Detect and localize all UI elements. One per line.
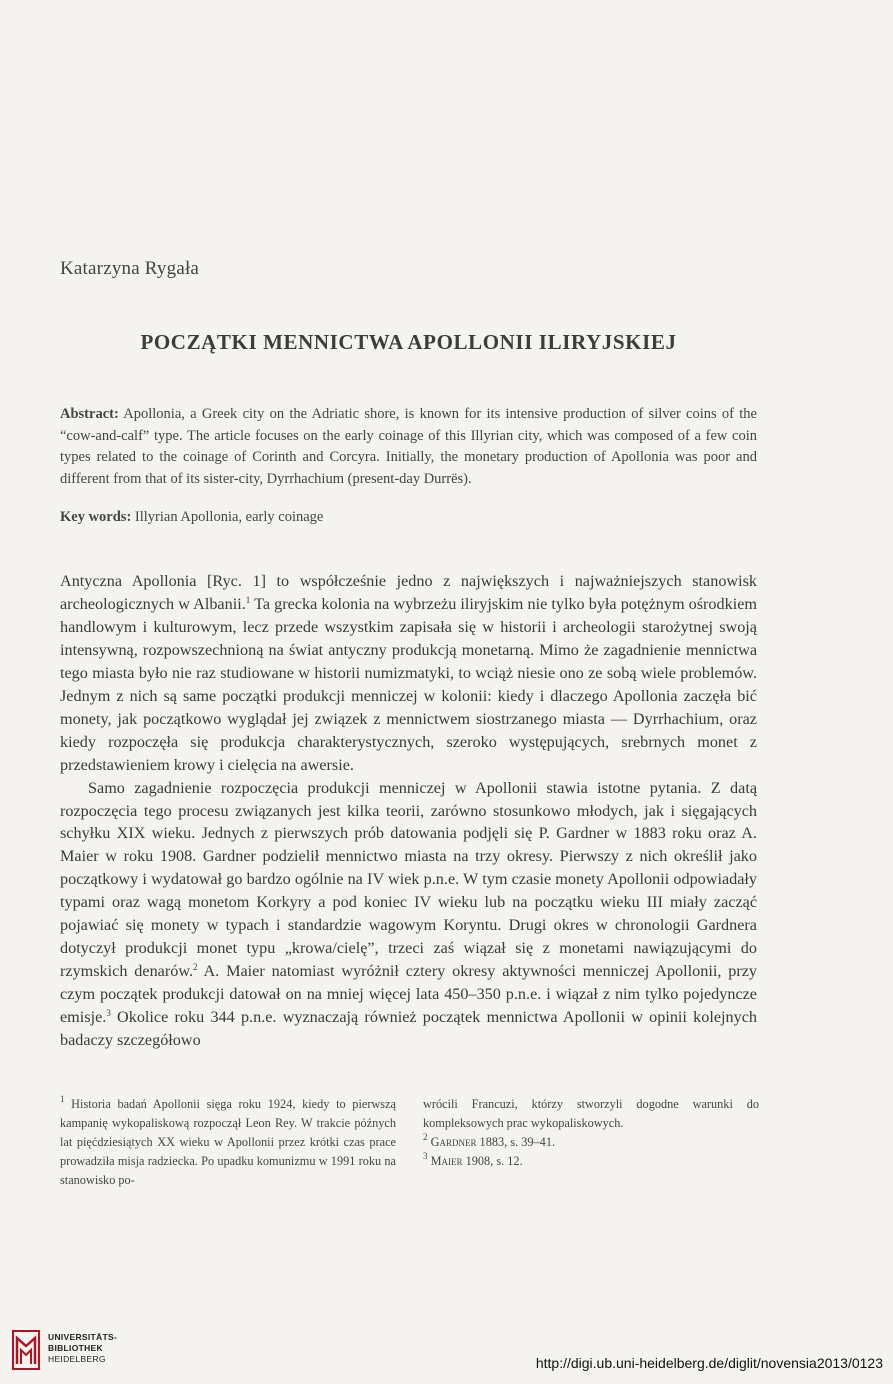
footnote-ref-2: 2 [193, 962, 198, 973]
logo-line-2: BIBLIOTHEK [48, 1343, 103, 1353]
footnote-2-number: 2 [423, 1132, 428, 1142]
university-library-logo[interactable] [12, 1330, 142, 1372]
footnote-2-author: Gardner [430, 1135, 477, 1149]
footnote-1-continued: wrócili Francuzi, którzy stworzyli dogodne warunki do kompleksowych prac wykopaliskowych. [423, 1097, 759, 1130]
footnote-2 [423, 1133, 759, 1152]
footnote-1-number: 1 [60, 1094, 65, 1104]
library-logo-text [48, 1332, 117, 1365]
abstract-text: Apollonia, a Greek city on the Adriatic shore, is known for its intensive production of silver coins of the “cow-and-calf” type. The article focuses on the early coinage of this Illyrian city, which was composed of a few coin types related to the coinage of Corinth and Corcyra. Initially, the monetary production of Apollonia was poor and different from that of its sister-city, Dyrrhachium (present-day Durrës). [60, 406, 757, 487]
footnote-3 [423, 1152, 759, 1171]
logo-line-3: HEIDELBERG [48, 1354, 106, 1364]
source-url[interactable]: http://digi.ub.uni-heidelberg.de/diglit/novensia2013/0123 [535, 1355, 883, 1371]
keywords-label: Key words: [60, 509, 132, 525]
keywords [60, 507, 757, 529]
paragraph-2-part-c: Okolice roku 344 p.n.e. wyznaczają również początek mennictwa Apollonii w opinii kolejnych badaczy szczegółowo [60, 1008, 757, 1050]
footnote-3-number: 3 [423, 1151, 428, 1161]
footnotes-right-column [423, 1095, 759, 1171]
paragraph-1 [60, 570, 757, 777]
logo-line-1: UNIVERSITÄTS- [48, 1332, 118, 1342]
abstract [60, 404, 757, 490]
main-text [60, 570, 757, 1052]
paragraph-2-part-b: A. Maier natomiast wyróżnił cztery okresy aktywności menniczej Apollonii, przy czym początek produkcji datował on na mniej więcej lata 450–350 p.n.e. i wiązał z nim tylko pojedyncze emisje. [60, 962, 757, 1027]
article-title: POCZĄTKI MENNICTWA APOLLONII ILIRYJSKIEJ [140, 330, 677, 354]
author-name: Katarzyna Rygała [60, 258, 200, 279]
paragraph-1-part-a: Antyczna Apollonia [Ryc. 1] to współcześnie jedno z największych i najważniejszych stanowisk archeologicznych w Albanii. [60, 572, 757, 613]
footnote-1 [60, 1095, 396, 1190]
footnotes-left-column [60, 1095, 396, 1190]
library-logo-icon [12, 1330, 40, 1370]
paragraph-2-part-a: Samo zagadnienie rozpoczęcia produkcji menniczej w Apollonii stawia istotne pytania. Z datą rozpoczęcia tego procesu związanych jest kilka teorii, zarówno stosunkowo młodych, jak i sięgających schyłku XIX wieku. Jednych z pierwszych prób datowania podjęli się P. Gardner w 1883 roku oraz A. Maier w roku 1908. Gardner podzielił mennictwo miasta na trzy okresy. Pierwszy z nich określił jako początkowy i wydatował go bardzo ogólnie na IV wiek p.n.e. W tym czasie monety Apollonii odpowiadały typami oraz wagą monetom Korkyry a pod koniec IV wieku lub na początku wieku III miały zacząć pojawiać się monety w typach i standardzie wagowym Koryntu. Drugi okres w chronologii Gardnera dotyczył produkcji monet typu „krowa/cielę”, trzeci zaś wiązał się z monetami nawiązującymi do rzymskich denarów. [60, 778, 757, 981]
footnote-3-reference: 1908, s. 12. [465, 1154, 523, 1168]
footnote-ref-1: 1 [245, 594, 251, 605]
footnote-2-reference: 1883, s. 39–41. [479, 1135, 556, 1149]
paragraph-2 [60, 777, 757, 1052]
footnote-ref-3: 3 [106, 1008, 111, 1019]
footnote-3-author: Maier [430, 1154, 463, 1168]
footnote-1-text: Historia badań Apollonii sięga roku 1924, kiedy to pierwszą kampanię wykopaliskową rozpoczął Leon Rey. W trakcie późnych lat pięćdziesiątych XX wieku w Apollonii przez krótki czas prace prowadziła misja radziecka. Po upadku komunizmu w 1991 roku na stanowisko po- [60, 1097, 396, 1187]
paragraph-1-part-b: Ta grecka kolonia na wybrzeżu iliryjskim nie tylko była potężnym ośrodkiem handlowym i kulturowym, lecz przede wszystkim zapisała się w historii i archeologii starożytnej swoją intensywną, rozpowszechnioną na świat antyczny produkcją monetarną. Mimo że zagadnienie mennictwa tego miasta było nie raz studiowane w historii numizmatyki, to wciąż niesie ono ze sobą wiele problemów. Jednym z nich są same początki produkcji menniczej w kolonii: kiedy i dlaczego Apollonia zaczęła bić monety, jak początkowo wyglądał jej związek z mennictwem siostrzanego miasta — Dyrrhachium, oraz kiedy rozpoczęła się produkcja charakterystycznych, szeroko występujących, srebrnych monet z przedstawieniem krowy i cielęcia na awersie. [60, 594, 757, 774]
keywords-text: Illyrian Apollonia, early coinage [134, 509, 324, 525]
abstract-label: Abstract: [60, 406, 119, 422]
